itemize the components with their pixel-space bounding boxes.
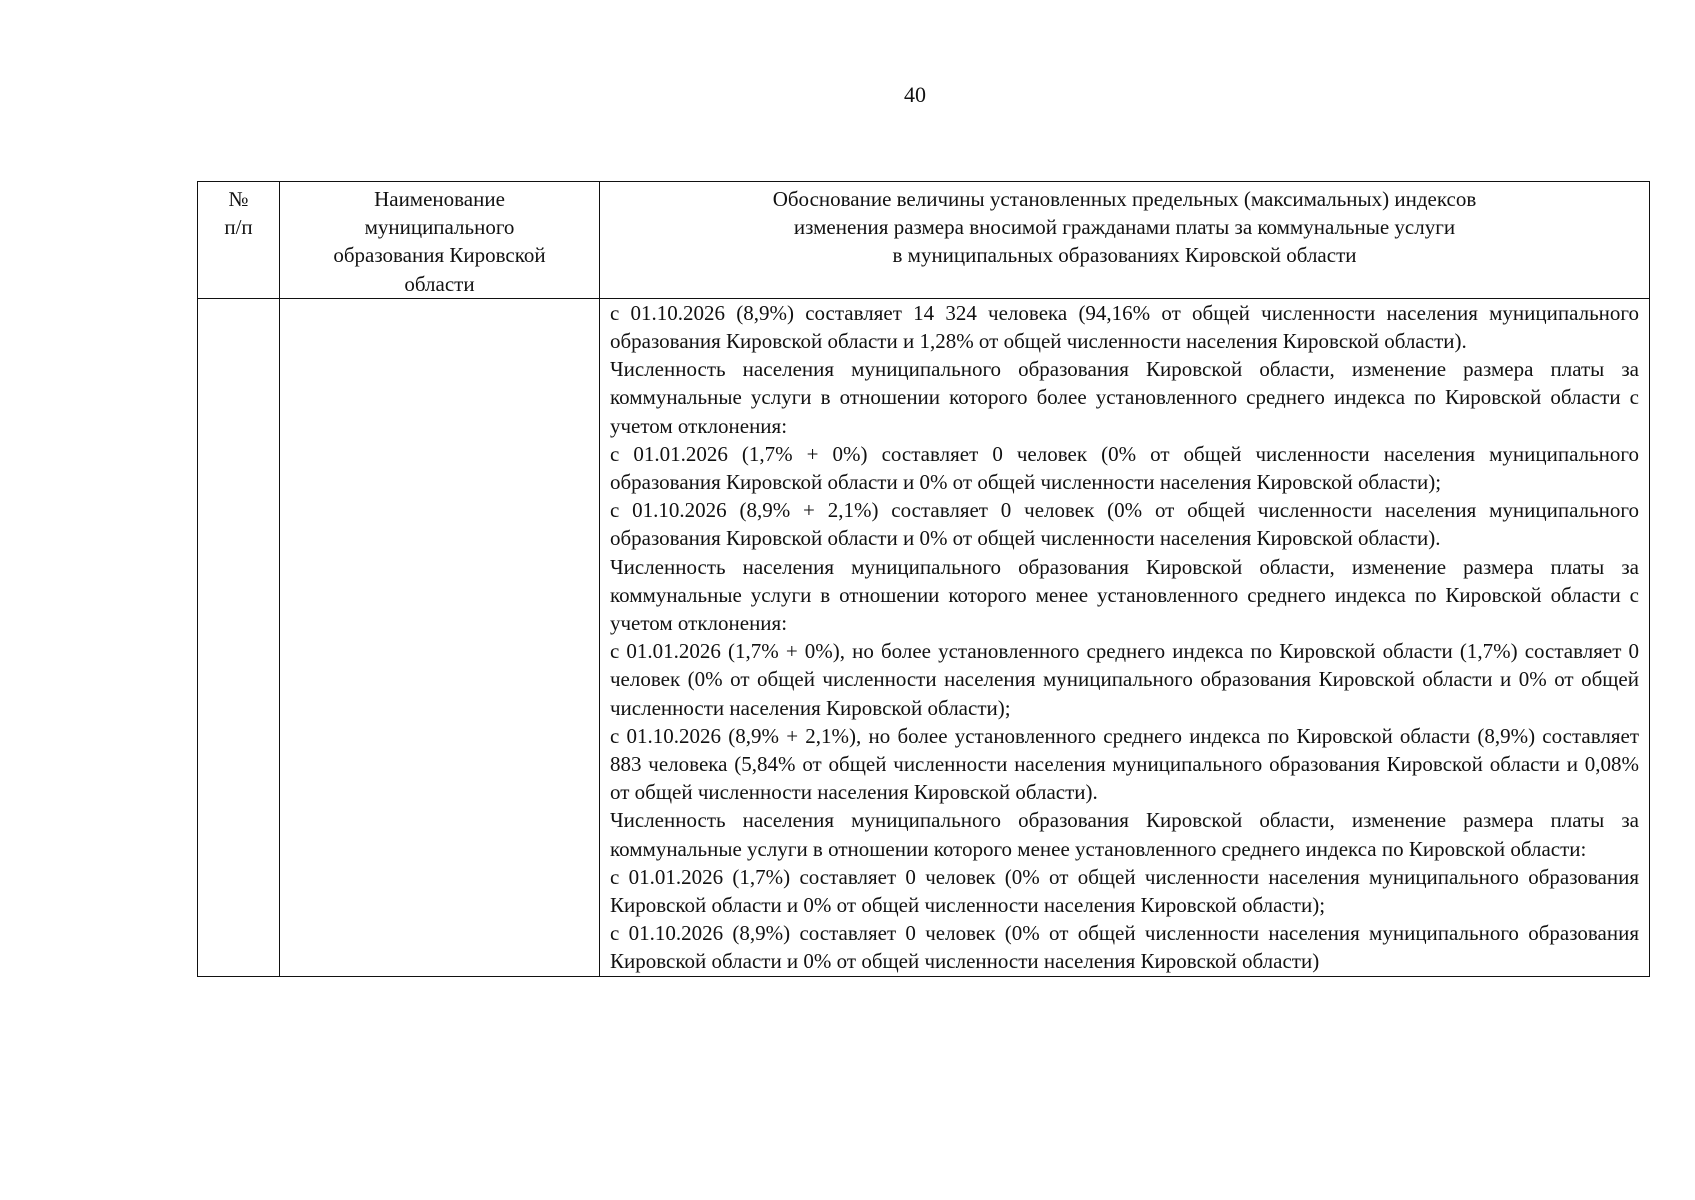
header-justification-line: в муниципальных образованиях Кировской области: [892, 243, 1357, 268]
header-name-line: образования Кировской: [333, 243, 546, 268]
justification-paragraph: с 01.01.2026 (1,7% + 0%) составляет 0 человек (0% от общей численности населения муниципального образования Кировской области и 0% от общей численности населения Кировской области);: [610, 441, 1639, 495]
table-header-row: [198, 182, 1650, 299]
row-municipality-cell: [280, 298, 600, 976]
header-justification: [600, 182, 1650, 299]
header-name-line: области: [404, 271, 475, 296]
justification-paragraph: с 01.10.2026 (8,9% + 2,1%) составляет 0 человек (0% от общей численности населения муниципального образования Кировской области и 0% от общей численности населения Кировской области).: [610, 498, 1639, 551]
justification-paragraph: с 01.10.2026 (8,9% + 2,1%), но более установленного среднего индекса по Кировской области (8,9%) составляет 883 человека (5,84% от общей численности населения муниципального образования Кировской области и 0,08% от общей численности населения Кировской области).: [610, 723, 1639, 805]
page-number: 40: [904, 82, 926, 107]
row-justification-cell: [600, 298, 1650, 976]
header-number-line: №: [228, 187, 249, 211]
header-number: [198, 182, 280, 299]
header-name-line: муниципального: [364, 215, 515, 240]
justification-table: [197, 181, 1650, 977]
justification-paragraph: с 01.10.2026 (8,9%) составляет 14 324 человека (94,16% от общей численности населения муниципального образования Кировской области и 1,28% от общей численности населения Кировской области).: [610, 300, 1639, 354]
header-justification-line: изменения размера вносимой гражданами платы за коммунальные услуги: [793, 215, 1456, 240]
header-name-line: Наименование: [374, 187, 505, 211]
justification-paragraph: Численность населения муниципального образования Кировской области, изменение размера платы за коммунальные услуги в отношении которого менее установленного среднего индекса по Кировской области:: [610, 808, 1639, 861]
justification-paragraph: с 01.01.2026 (1,7% + 0%), но более установленного среднего индекса по Кировской области (1,7%) составляет 0 человек (0% от общей численности населения муниципального образования Кировской области и 0% от общей численности населения Кировской области);: [610, 639, 1639, 720]
header-number-line: п/п: [224, 215, 253, 240]
justification-paragraph: Численность населения муниципального образования Кировской области, изменение размера платы за коммунальные услуги в отношении которого более установленного среднего индекса по Кировской области с учетом отклонения:: [610, 357, 1639, 438]
row-number-cell: [198, 298, 280, 976]
justification-paragraph: с 01.01.2026 (1,7%) составляет 0 человек (0% от общей численности населения муниципального образования Кировской области и 0% от общей численности населения Кировской области);: [610, 864, 1639, 918]
header-municipality-name: [280, 182, 600, 299]
justification-paragraph: Численность населения муниципального образования Кировской области, изменение размера платы за коммунальные услуги в отношении которого менее установленного среднего индекса по Кировской области с учетом отклонения:: [610, 554, 1639, 636]
justification-paragraph: с 01.10.2026 (8,9%) составляет 0 человек (0% от общей численности населения муниципального образования Кировской области и 0% от общей численности населения Кировской области): [610, 921, 1639, 974]
header-justification-line: Обоснование величины установленных предельных (максимальных) индексов: [772, 187, 1477, 211]
table-row: [198, 298, 1650, 976]
